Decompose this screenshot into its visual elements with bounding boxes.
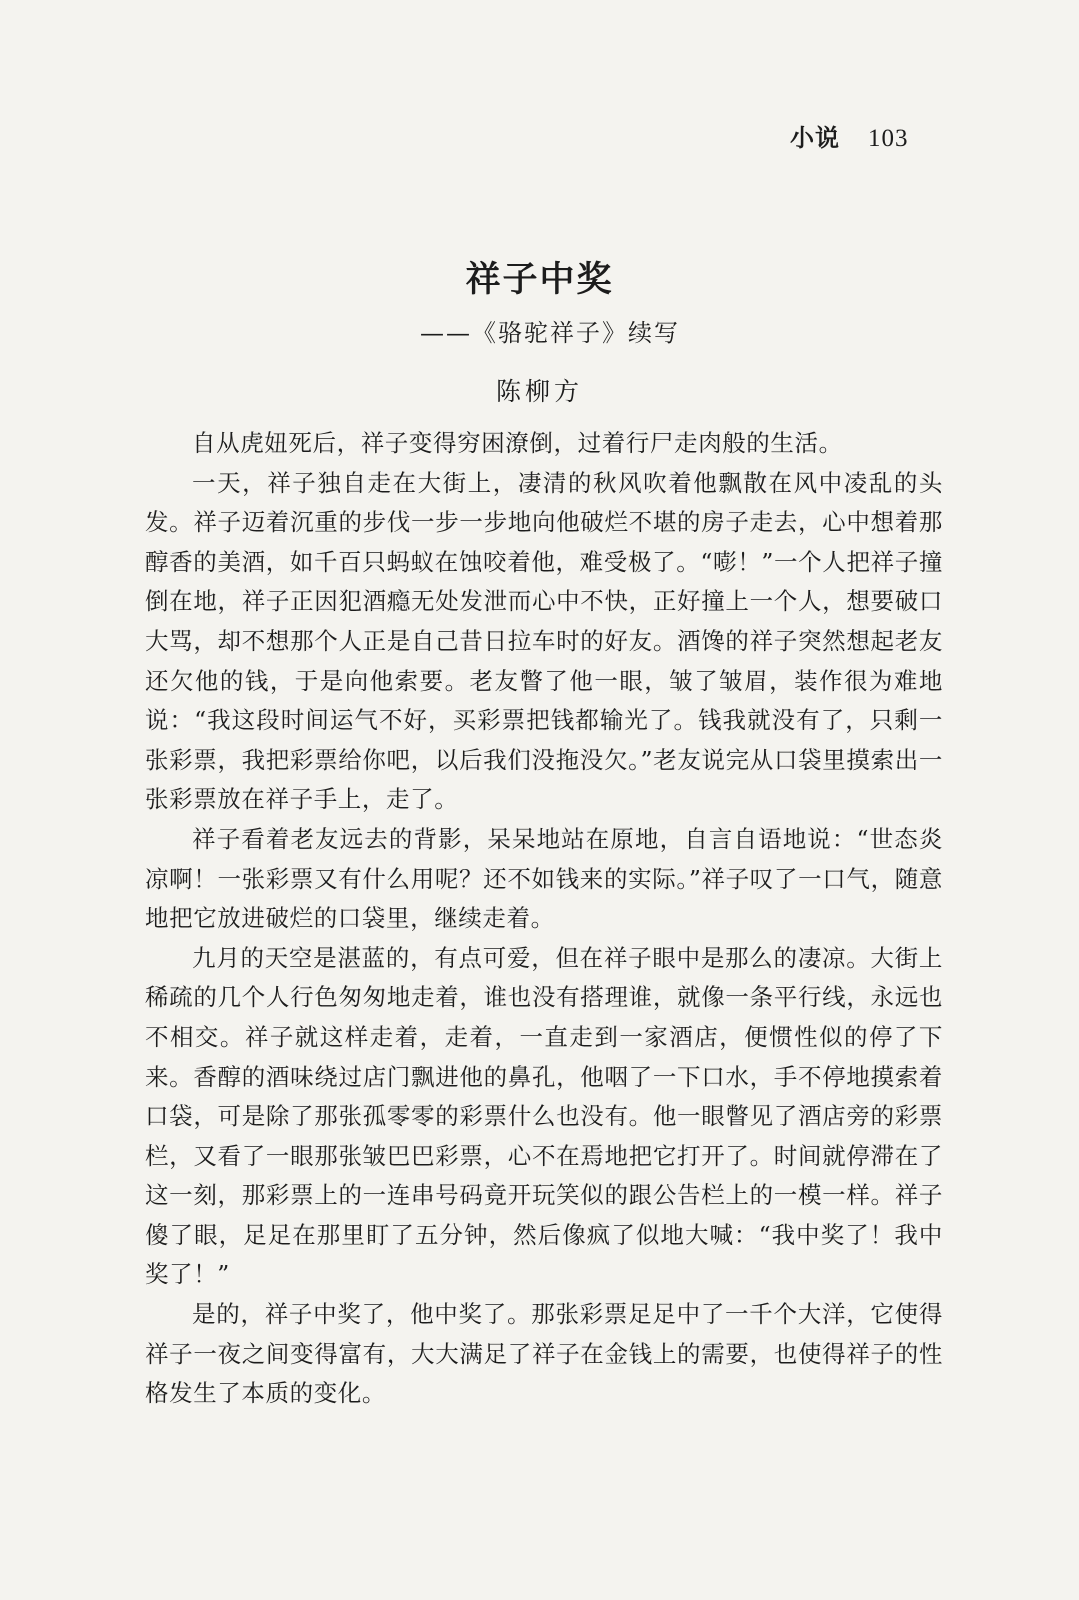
- title-block: [0, 256, 1079, 304]
- paragraph-5: 是的，祥子中奖了，他中奖了。那张彩票足足中了一千个大洋，它使得祥子一夜之间变得富有，大大满足了祥子在金钱上的需要，也使得祥子的性格发生了本质的变化。: [145, 1300, 943, 1408]
- section-label: 小说: [790, 124, 840, 152]
- paragraph-4: 九月的天空是湛蓝的，有点可爱，但在祥子眼中是那么的凄凉。大街上稀疏的几个人行色匆匆地走着，谁也没有搭理谁，就像一条平行线，永远也不相交。祥子就这样走着，走着，一直走到一家酒店，便惯性似的停了下来。香醇的酒味绕过店门飘进他的鼻孔，他咽了一下口水，手不停地摸索着口袋，可是除了那张孤零零的彩票什么也没有。他一眼瞥见了酒店旁的彩票栏，又看了一眼那张皱巴巴彩票，心不在焉地把它打开了。时间就停滞在了这一刻，那彩票上的一连串号码竟开玩笑似的跟公告栏上的一模一样。祥子傻了眼，足足在那里盯了五分钟，然后像疯了似地大喊：“我中奖了！我中奖了！”: [145, 943, 943, 1289]
- article-subtitle: ——《骆驼祥子》续写: [420, 319, 680, 347]
- paragraph-2: 一天，祥子独自走在大街上，凄清的秋风吹着他飘散在风中凌乱的头发。祥子迈着沉重的步伐一步一步地向他破烂不堪的房子走去，心中想着那醇香的美酒，如千百只蚂蚁在蚀咬着他，难受极了。“嘭！”一个人把祥子撞倒在地，祥子正因犯酒瘾无处发泄而心中不快，正好撞上一个人，想要破口大骂，却不想那个人正是自己昔日拉车时的好友。酒馋的祥子突然想起老友还欠他的钱，于是向他索要。老友瞥了他一眼，皱了皱眉，装作很为难地说：“我这段时间运气不好，买彩票把钱都输光了。钱我就没有了，只剩一张彩票，我把彩票给你吧，以后我们没拖没欠。”老友说完从口袋里摸索出一张彩票放在祥子手上，走了。: [145, 468, 943, 814]
- paragraph-1: 自从虎妞死后，祥子变得穷困潦倒，过着行尸走肉般的生活。: [192, 429, 843, 457]
- running-head: [790, 118, 990, 153]
- article-title: 祥子中奖: [465, 260, 614, 300]
- page-number: 103: [868, 125, 909, 152]
- article-body: [145, 424, 943, 1414]
- article-author: 陈柳方: [495, 377, 583, 406]
- paragraph-3: 祥子看着老友远去的背影，呆呆地站在原地，自言自语地说：“世态炎凉啊！一张彩票又有什么用呢？还不如钱来的实际。”祥子叹了一口气，随意地把它放进破烂的口袋里，继续走着。: [145, 824, 943, 933]
